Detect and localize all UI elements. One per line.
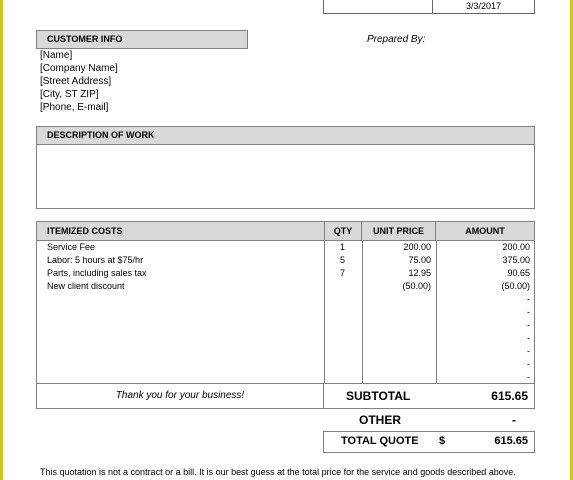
cost-row (37, 267, 534, 280)
subtotal-value: 615.65 (491, 389, 528, 403)
cost-amount: 375.00 (502, 255, 530, 265)
col-amount: AMOUNT (435, 222, 534, 240)
total-currency: $ (439, 435, 446, 447)
cost-amount: - (527, 307, 530, 317)
footer-note: This quotation is not a contract or a bill. It is our best guess at the total price for the service and goods described above. (40, 467, 516, 477)
cost-row (37, 319, 534, 332)
total-quote-value: 615.65 (494, 435, 528, 447)
cost-qty (324, 358, 361, 371)
customer-name: [Name] (40, 50, 73, 61)
cost-qty (324, 280, 361, 293)
cost-item: Service Fee (47, 242, 96, 252)
description-header: DESCRIPTION OF WORK (36, 126, 535, 145)
cost-item (37, 306, 324, 319)
cost-amount: - (527, 346, 530, 356)
cost-qty: 1 (339, 242, 345, 252)
cost-item (37, 293, 324, 306)
customer-city: [City, ST ZIP] (40, 89, 99, 100)
cost-item (37, 319, 324, 332)
description-body (36, 145, 535, 209)
customer-street: [Street Address] (40, 76, 112, 87)
quote-date-cell: 3/3/2017 (433, 0, 535, 14)
col-divider (362, 241, 363, 383)
other-label: OTHER (359, 413, 401, 427)
cost-unit-price (361, 345, 435, 358)
cost-row (37, 306, 534, 319)
cost-amount: 200.00 (502, 242, 530, 252)
cost-item (37, 332, 324, 345)
cost-unit-price: (50.00) (402, 281, 431, 291)
cost-amount: 90.65 (507, 268, 530, 278)
cost-row (37, 241, 534, 254)
customer-company: [Company Name] (40, 63, 118, 74)
cost-amount: (50.00) (501, 281, 530, 291)
costs-body (37, 241, 534, 383)
subtotal-label: SUBTOTAL (346, 389, 411, 403)
cost-row (37, 358, 534, 371)
cost-unit-price: 200.00 (403, 242, 431, 252)
cost-amount: - (527, 359, 530, 369)
cost-amount: - (527, 294, 530, 304)
cost-item: Labor: 5 hours at $75/hr (47, 255, 144, 265)
itemized-costs-table (36, 221, 535, 384)
cost-qty: 5 (339, 255, 345, 265)
cost-unit-price (361, 306, 435, 319)
cost-qty (324, 306, 361, 319)
col-unit-price: UNIT PRICE (361, 222, 435, 240)
cost-unit-price: 12.95 (408, 268, 431, 278)
quote-number-cell (323, 0, 433, 14)
cost-row (37, 332, 534, 345)
costs-header-row (37, 222, 534, 241)
cost-amount: - (527, 333, 530, 343)
cost-row (37, 345, 534, 358)
thank-you-note: Thank you for your business! (36, 383, 324, 409)
cost-item (37, 358, 324, 371)
cost-qty (324, 293, 361, 306)
other-value: - (512, 413, 516, 427)
cost-unit-price (361, 293, 435, 306)
col-qty: QTY (324, 222, 361, 240)
cost-qty (324, 332, 361, 345)
cost-unit-price (361, 319, 435, 332)
customer-info-lines (40, 49, 118, 114)
prepared-by-label: Prepared By: (367, 34, 426, 45)
cost-amount: - (527, 372, 530, 382)
cost-item: New client discount (47, 281, 125, 291)
cost-qty (324, 319, 361, 332)
quote-meta-boxes (323, 0, 535, 14)
page-frame-left (0, 0, 3, 480)
cost-row (37, 280, 534, 293)
cost-item (37, 345, 324, 358)
col-itemized-costs: ITEMIZED COSTS (47, 226, 123, 236)
cost-item: Parts, including sales tax (47, 268, 147, 278)
total-quote-label: TOTAL QUOTE (341, 435, 419, 447)
cost-unit-price (361, 332, 435, 345)
col-divider (324, 241, 325, 383)
cost-row (37, 254, 534, 267)
cost-amount: - (527, 320, 530, 330)
cost-qty: 7 (339, 268, 345, 278)
cost-unit-price (361, 358, 435, 371)
cost-qty (324, 345, 361, 358)
cost-unit-price: 75.00 (408, 255, 431, 265)
col-divider (436, 241, 437, 383)
cost-row (37, 293, 534, 306)
customer-contact: [Phone, E-mail] (40, 102, 109, 113)
customer-info-header: CUSTOMER INFO (36, 30, 248, 49)
